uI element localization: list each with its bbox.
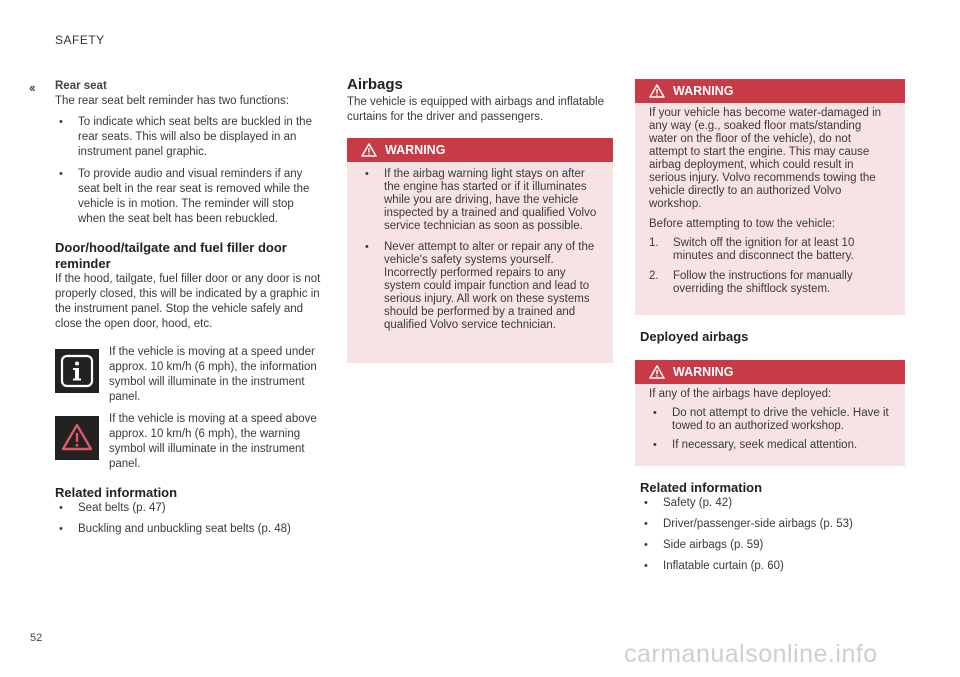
related-link-safety[interactable]: • Safety (p. 42) xyxy=(640,496,905,511)
warning-symbol xyxy=(55,416,99,460)
deployed-airbags-title: Deployed airbags xyxy=(640,329,749,344)
warning-header xyxy=(347,138,613,162)
deployed-warning-box xyxy=(635,360,905,466)
tow-intro: Before attempting to tow the vehicle: xyxy=(649,218,836,230)
warning-label: WARNING xyxy=(673,365,734,379)
related-link-driver-airbags[interactable]: • Driver/passenger-side airbags (p. 53) xyxy=(640,517,905,532)
warning-symbol-text: If the vehicle is moving at a speed above approx. 10 km/h (6 mph), the warning symbol will illuminate in the instrument panel. xyxy=(109,413,317,470)
info-symbol-text: If the vehicle is moving at a speed under approx. 10 km/h (6 mph), the information symbol will illuminate in the instrument panel. xyxy=(109,346,317,403)
water-damage-warning-box xyxy=(635,79,905,315)
continued-marker: ‹‹ xyxy=(29,80,34,95)
related-info-title: Related information xyxy=(640,480,763,495)
section-header: SAFETY xyxy=(55,33,105,47)
related-info-title: Related information xyxy=(55,485,178,500)
list-item: 1. Switch off the ignition for at least 10 minutes and disconnect the battery. xyxy=(649,237,891,263)
warning-triangle-icon xyxy=(361,143,377,157)
airbag-warning-box xyxy=(347,138,613,363)
warning-label: WARNING xyxy=(673,84,734,98)
info-symbol xyxy=(55,349,99,393)
related-link-inflatable-curtain[interactable]: • Inflatable curtain (p. 60) xyxy=(640,559,905,574)
page-number: 52 xyxy=(30,632,43,644)
deployed-airbags-section xyxy=(640,329,905,345)
airbags-intro: The vehicle is equipped with airbags and inflatable curtains for the driver and passengers. xyxy=(347,96,604,123)
list-item: • Do not attempt to drive the vehicle. Have it towed to an authorized workshop. xyxy=(649,407,891,433)
related-info-list xyxy=(640,496,905,574)
warning-header xyxy=(635,79,905,103)
list-item: • Never attempt to alter or repair any of the vehicle's safety systems yourself. Incorrectly performed repairs to any system could impair function and lead to serious injury. All work on these systems should be performed by a trained and qualified Volvo service technician. xyxy=(361,241,599,332)
door-reminder-text: If the hood, tailgate, fuel filler door or any door is not properly closed, this will be indicated by a graphic in the instrument panel. Stop the vehicle safely and close the open door, hood, etc. xyxy=(55,273,321,330)
warning-triangle-icon xyxy=(55,416,99,460)
warning-label: WARNING xyxy=(385,143,446,157)
rear-seat-list xyxy=(55,115,323,227)
deployed-warning-list xyxy=(649,407,891,452)
related-link-side-airbags[interactable]: • Side airbags (p. 59) xyxy=(640,538,905,553)
related-info-1 xyxy=(55,485,323,537)
watermark: carmanualsonline.info xyxy=(624,640,878,668)
related-info-2 xyxy=(640,480,905,574)
warning-triangle-icon xyxy=(649,365,665,379)
list-item: • To indicate which seat belts are buckled in the rear seats. This will also be displayed in an instrument panel graphic. xyxy=(55,115,323,160)
rear-seat-intro: The rear seat belt reminder has two functions: xyxy=(55,95,289,107)
related-link-buckling[interactable]: • Buckling and unbuckling seat belts (p. 48) xyxy=(55,522,323,537)
column-2 xyxy=(347,77,613,125)
column-1 xyxy=(55,79,323,332)
related-info-list xyxy=(55,501,323,537)
list-item: 2. Follow the instructions for manually overriding the shiftlock system. xyxy=(649,270,891,296)
list-item: • To provide audio and visual reminders if any seat belt in the rear seat is removed while the vehicle is in motion. The reminder will stop when the seat belt has been rebuckled. xyxy=(55,167,323,227)
list-item: • If necessary, seek medical attention. xyxy=(649,439,891,452)
airbag-warning-list xyxy=(361,168,599,332)
warning-triangle-icon xyxy=(649,84,665,98)
related-link-seat-belts[interactable]: • Seat belts (p. 47) xyxy=(55,501,323,516)
tow-steps xyxy=(649,237,891,296)
list-item: • If the airbag warning light stays on after the engine has started or if it illuminates while you are driving, have the vehicle inspected by a trained and qualified Volvo service technician as soon as possible. xyxy=(361,168,599,233)
airbags-title: Airbags xyxy=(347,76,403,93)
rear-seat-title: Rear seat xyxy=(55,80,107,92)
warning-header xyxy=(635,360,905,384)
water-damage-text: If your vehicle has become water-damaged in any way (e.g., soaked floor mats/standing water on the floor of the vehicle), do not attempt to start the engine. This may cause airbag deployment, which could result in serious injury. Volvo recommends towing the vehicle directly to an authorized Volvo workshop. xyxy=(649,107,882,210)
deployed-intro: If any of the airbags have deployed: xyxy=(649,388,832,400)
info-icon xyxy=(55,349,99,393)
door-reminder-title: Door/hood/tailgate and fuel filler door reminder xyxy=(55,240,287,271)
